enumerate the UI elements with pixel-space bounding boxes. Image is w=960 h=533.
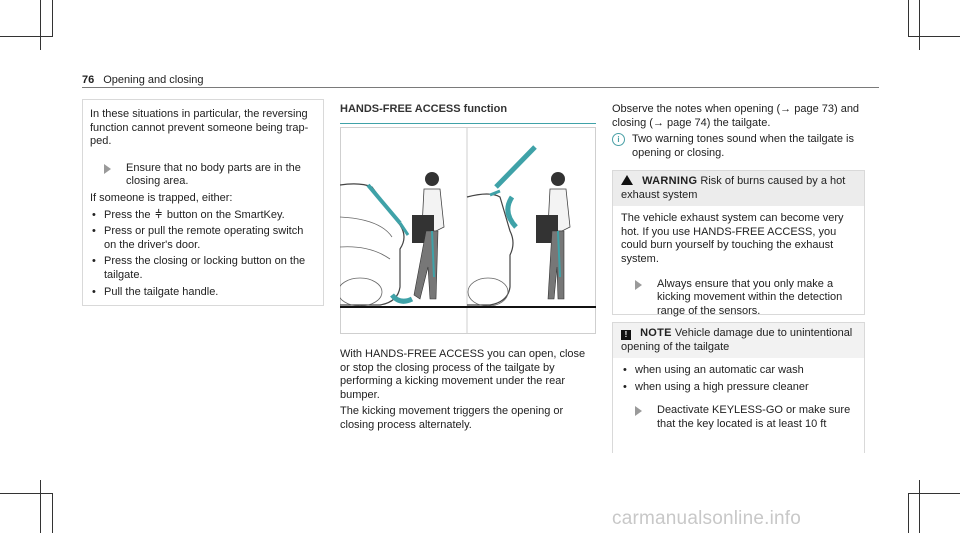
warning-header <box>613 171 864 206</box>
instruction-step <box>621 404 856 431</box>
warning-icon <box>621 175 633 185</box>
info-note <box>612 133 862 160</box>
illustration-svg <box>340 127 596 334</box>
middle-text <box>340 348 596 433</box>
step-arrow-icon <box>635 280 642 290</box>
tailgate-button-icon: ⫩ <box>155 208 162 221</box>
intro-text: In these situations in particular, the reversing function cannot prevent someone being trapped. <box>90 108 309 148</box>
note-header <box>613 323 864 358</box>
chapter-title: Opening and closing <box>103 74 204 86</box>
observe-text: Observe the notes when opening (→ page 73) and closing (→ page 74) the tailgate. <box>612 103 860 129</box>
crop-mark <box>919 480 920 533</box>
middle-column <box>340 103 596 124</box>
instruction-step <box>90 162 318 189</box>
note-body <box>613 358 864 431</box>
crop-mark <box>908 493 960 494</box>
step-text: Always ensure that you only make a kicking movement within the detection range of the sensors. <box>657 277 843 317</box>
section-rule <box>340 123 596 124</box>
list-item: • Pull the tailgate handle. <box>90 286 318 300</box>
warning-label: WARNING <box>642 175 698 187</box>
note-box <box>612 322 865 453</box>
crop-mark <box>52 493 53 533</box>
trapped-text: If someone is trapped, either: <box>90 191 233 204</box>
list-item: • when using a high pressure cleaner <box>621 381 856 395</box>
right-column <box>612 103 862 160</box>
list-item: • Press the closing or locking button on the tailgate. <box>90 255 318 282</box>
info-icon: i <box>612 133 625 146</box>
crop-mark <box>908 0 909 37</box>
crop-mark <box>908 36 960 37</box>
note-title: Vehicle damage due to unintentional opening of the tailgate <box>621 327 853 353</box>
list-item: • Press or pull the remote operating switch on the driver's door. <box>90 225 318 252</box>
step-text: Ensure that no body parts are in the closing area. <box>126 161 301 188</box>
step-arrow-icon <box>104 164 111 174</box>
watermark: carmanualsonline.info <box>612 508 802 529</box>
section-title: HANDS-FREE ACCESS function <box>340 103 508 115</box>
note-label: NOTE <box>640 327 672 339</box>
crop-mark <box>908 493 909 533</box>
page-number: 76 <box>82 74 95 86</box>
crop-mark <box>52 0 53 37</box>
warning-body <box>613 206 864 318</box>
info-text: Two warning tones sound when the tailgate is opening or closing. <box>632 133 854 159</box>
step-text: Deactivate KEYLESS-GO or make sure that the key located is at least 10 ft <box>657 404 851 430</box>
crop-mark <box>0 36 52 37</box>
warning-title: Risk of burns caused by a hot exhaust system <box>621 175 846 201</box>
crop-mark <box>0 493 52 494</box>
list-item: • when using an automatic car wash <box>621 364 856 378</box>
instruction-step <box>621 278 856 319</box>
paragraph: With HANDS-FREE ACCESS you can open, close or stop the closing process of the tailgate by performing a kicking movement under the rear bumper. <box>340 348 586 401</box>
paragraph: The kicking movement triggers the opening or closing process alternately. <box>340 405 564 431</box>
crop-mark <box>40 0 41 50</box>
note-icon: ! <box>621 330 631 340</box>
step-arrow-icon <box>635 406 642 416</box>
warning-text: The vehicle exhaust system can become very hot. If you use HANDS-FREE ACCESS, you could burn yourself by touching the exhaust system. <box>621 212 844 265</box>
warning-box <box>612 170 865 315</box>
crop-mark <box>40 480 41 533</box>
kick-gesture-illustration <box>340 127 596 334</box>
page-header <box>82 70 879 88</box>
header-rule <box>82 87 879 88</box>
list-item: • Press the ⫩ button on the SmartKey. <box>90 209 318 223</box>
crop-mark <box>919 0 920 50</box>
left-column <box>90 108 318 299</box>
